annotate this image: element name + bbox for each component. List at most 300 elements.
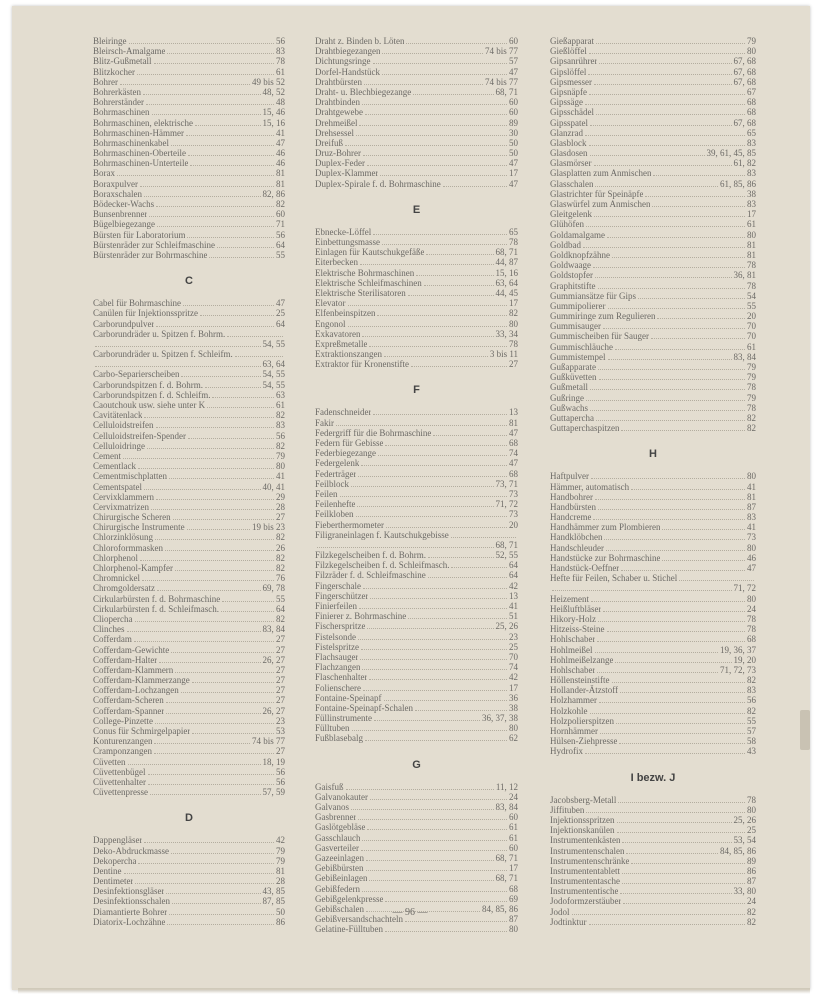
entry-pages: 68, 71: [495, 247, 518, 258]
entry-pages: 26: [276, 542, 285, 553]
entry-pages: 64: [276, 318, 285, 329]
index-entry: [93, 36, 285, 46]
entry-term: Instrumentenkästen: [550, 835, 621, 846]
entry-pages: 49 bis 52: [251, 76, 285, 87]
entry-pages: 63, 64: [495, 277, 518, 288]
entry-term: Filzkegelscheiben f. d. Schleifmasch.: [315, 560, 450, 571]
index-entry: [550, 77, 756, 87]
index-entry: [550, 917, 756, 927]
entry-pages: 61: [747, 219, 756, 230]
index-entry: [550, 825, 756, 835]
index-entry: [315, 499, 518, 509]
entry-pages: 80: [747, 46, 756, 57]
entry-term: Celluloidstreifen-Spender: [93, 430, 186, 441]
entry-term: Bödecker-Wachs: [93, 199, 155, 209]
entry-list-f: [315, 407, 518, 743]
entry-pages: 80: [276, 461, 285, 472]
index-entry: [315, 479, 518, 489]
index-entry: [93, 767, 285, 777]
dot-leader: [173, 513, 274, 520]
index-entry: [315, 703, 518, 713]
dot-leader: [167, 918, 274, 925]
entry-term: Gußwachs: [550, 402, 588, 413]
entry-pages: 55: [747, 715, 756, 726]
dot-leader: [373, 228, 507, 235]
dot-leader: [590, 383, 745, 390]
dot-leader: [362, 885, 507, 892]
index-entry: [315, 97, 518, 107]
entry-pages: 41: [747, 522, 756, 533]
entry-term: Blitz-Gußmetall: [93, 56, 152, 67]
index-entry: [315, 822, 518, 832]
entry-pages: 23: [276, 715, 285, 726]
dot-leader: [615, 343, 745, 350]
entry-pages: 83: [276, 420, 285, 431]
dot-leader: [152, 108, 261, 115]
entry-term: Filzkegelscheiben f. d. Bohrm.: [315, 550, 426, 561]
index-entry: [550, 675, 756, 685]
entry-pages: 63: [276, 389, 285, 400]
dot-leader: [408, 289, 494, 296]
index-entry: [93, 787, 285, 797]
dot-leader: [411, 360, 507, 367]
index-entry: [93, 118, 285, 128]
dot-leader: [645, 190, 745, 197]
dot-leader: [367, 823, 507, 830]
entry-term: Carborundspitzen f. d. Schleifm.: [93, 389, 211, 400]
entry-pages: 82: [276, 613, 285, 624]
entry-term: Glasplatten zum Anmischen: [550, 168, 652, 179]
entry-term: Jodol: [550, 906, 570, 917]
index-entry: [550, 805, 756, 815]
entry-term: Fingerschale: [315, 580, 361, 591]
index-entry: [550, 665, 756, 675]
entry-term: Goldstopfer: [550, 270, 593, 281]
entry-pages: 68, 71: [495, 86, 518, 97]
entry-pages: 3 bis 11: [489, 349, 518, 360]
index-entry: [315, 349, 518, 359]
entry-term: Gipsspatel: [550, 117, 588, 128]
entry-pages: 82: [509, 308, 518, 319]
entry-term: Fußblasebalg: [315, 733, 363, 744]
page-stain: [800, 710, 810, 750]
index-entry: [315, 591, 518, 601]
index-entry: [550, 563, 756, 573]
entry-term: Handklöbchen: [550, 532, 603, 543]
index-entry: [93, 645, 285, 655]
entry-pages: 36: [509, 692, 518, 703]
index-entry: [93, 876, 285, 886]
index-entry: [93, 563, 285, 573]
index-entry: [315, 812, 518, 822]
entry-term: Draht- u. Blechbiegezange: [315, 86, 412, 97]
dot-leader: [600, 727, 745, 734]
dot-leader: [149, 210, 274, 217]
index-entry: [93, 856, 285, 866]
entry-term: Gaisfuß: [315, 781, 344, 792]
index-entry: [93, 777, 285, 787]
dot-leader: [147, 442, 274, 449]
dot-leader: [612, 676, 746, 683]
entry-term: Canülen für Injektionsspritze: [93, 308, 198, 319]
index-entry: [315, 308, 518, 318]
entry-term: Exkavatoren: [315, 328, 361, 339]
entry-pages: 65: [509, 226, 518, 237]
dot-leader: [207, 401, 274, 408]
dot-leader: [385, 439, 507, 446]
dot-leader: [144, 483, 261, 490]
index-entry: [550, 413, 756, 423]
entry-term: Extraktionszangen: [315, 349, 382, 360]
entry-pages: 81: [276, 178, 285, 189]
entry-term: Hohlmeißelzange: [550, 654, 614, 665]
index-entry: [315, 268, 518, 278]
dot-leader: [95, 340, 261, 347]
dot-leader: [589, 88, 745, 95]
entry-term: Druz-Bohrer: [315, 148, 361, 159]
index-entry: [315, 278, 518, 288]
index-entry: [550, 301, 756, 311]
index-entry: [93, 369, 285, 379]
entry-term: Handhämmer zum Plombieren: [550, 522, 661, 533]
entry-term: Jacobsberg-Metall: [550, 794, 617, 805]
entry-pages: 82: [747, 906, 756, 917]
dot-leader: [340, 490, 508, 497]
entry-term: Chromnickel: [93, 573, 140, 584]
entry-pages: 25: [509, 641, 518, 652]
dot-leader: [621, 564, 745, 571]
entry-pages: 50: [509, 148, 518, 159]
section-heading-e: E: [412, 203, 421, 216]
entry-pages: 71, 72: [495, 499, 518, 510]
index-entry: [93, 451, 285, 461]
index-entry: [93, 471, 285, 481]
entry-term: Bürsten für Laboratorium: [93, 229, 186, 240]
entry-term: Instrumententasche: [550, 876, 620, 887]
index-entry: [315, 46, 518, 56]
dot-leader: [358, 633, 507, 640]
index-entry: [315, 509, 518, 519]
dot-leader: [589, 918, 745, 925]
entry-term: Flachzangen: [315, 662, 361, 673]
dot-leader: [623, 897, 745, 904]
index-entry: [550, 846, 756, 856]
entry-term: Celluloidringe: [93, 440, 145, 451]
entry-pages: 79: [276, 855, 285, 866]
entry-term: Gipsmesser: [550, 76, 592, 87]
dot-leader: [622, 877, 745, 884]
dot-leader: [583, 241, 745, 248]
entry-term: Dorfel-Handstück: [315, 66, 380, 77]
dot-leader: [192, 727, 274, 734]
index-entry: [315, 570, 518, 580]
entry-term: Dichtungsringe: [315, 56, 371, 67]
entry-term: College-Pinzette: [93, 715, 153, 726]
entry-pages: 30: [509, 127, 518, 138]
index-entry: [315, 792, 518, 802]
entry-pages: 82: [276, 440, 285, 451]
entry-pages: 28: [276, 501, 285, 512]
index-entry: [93, 410, 285, 420]
entry-term: Boraxpulver: [93, 178, 138, 189]
dot-leader: [594, 78, 732, 85]
entry-pages: 69, 78: [262, 583, 285, 594]
index-entry: [93, 431, 285, 441]
index-entry: [315, 448, 518, 458]
dot-leader: [171, 847, 274, 854]
entry-pages: 64: [509, 570, 518, 581]
entry-pages: 89: [509, 117, 518, 128]
entry-pages: 55: [276, 593, 285, 604]
entry-term: Bürstenräder zur Schleifmaschine: [93, 239, 215, 250]
dot-leader: [351, 480, 494, 487]
entry-pages: 47: [509, 66, 518, 77]
dot-leader: [374, 714, 480, 721]
entry-pages: 48, 52: [262, 86, 285, 97]
index-entry: [550, 614, 756, 624]
dot-leader: [120, 78, 250, 85]
dot-leader: [351, 803, 494, 810]
entry-term: Dentine: [93, 865, 122, 876]
entry-term: Cofferdam-Spanner: [93, 705, 165, 716]
entry-term: Gelatine-Fülltuben: [315, 924, 383, 935]
index-entry: [315, 683, 518, 693]
dot-leader: [373, 57, 508, 64]
entry-term: Elevator: [315, 298, 346, 309]
entry-pages: 82: [747, 675, 756, 686]
entry-term: Engonol: [315, 318, 346, 329]
index-entry: [315, 802, 518, 812]
entry-term: Federträger: [315, 468, 357, 479]
dot-leader: [599, 57, 731, 64]
index-entry: [315, 652, 518, 662]
dot-leader: [585, 129, 745, 136]
entry-term: Elektrische Schleifmaschinen: [315, 277, 422, 288]
dot-leader: [598, 615, 745, 622]
index-entry: [550, 189, 756, 199]
entry-pages: 79: [747, 36, 756, 46]
dot-leader: [155, 717, 274, 724]
entry-term: Gummisauger: [550, 321, 601, 332]
index-entry: [93, 148, 285, 158]
entry-pages: 55: [276, 249, 285, 260]
dot-leader: [166, 707, 260, 714]
entry-pages: 78: [747, 794, 756, 805]
index-entry: [550, 706, 756, 716]
entry-term: Bohrmaschinen-Unterteile: [93, 158, 189, 169]
entry-term: Instrumentenschränke: [550, 855, 630, 866]
dot-leader: [599, 696, 745, 703]
entry-pages: 57, 59: [262, 787, 285, 798]
entry-pages: 68: [747, 634, 756, 645]
dot-leader: [424, 279, 494, 286]
index-entry: [93, 604, 285, 614]
index-entry: [315, 469, 518, 479]
entry-term: Cervixklammern: [93, 491, 154, 502]
dot-leader: [360, 653, 507, 660]
entry-term: Fischerspritze: [315, 621, 366, 632]
dot-leader: [172, 897, 261, 904]
dot-leader: [619, 737, 745, 744]
entry-pages: 67, 68: [733, 66, 756, 77]
index-column-3: [550, 36, 756, 927]
entry-term: Glasschalen: [550, 178, 594, 189]
entry-term: Instrumententablett: [550, 865, 620, 876]
index-entry: [93, 553, 285, 563]
entry-pages: 25: [747, 825, 756, 836]
entry-pages: 27: [276, 512, 285, 523]
index-entry: [315, 138, 518, 148]
dot-leader: [413, 88, 493, 95]
entry-term: Federgriff für die Bohrmaschine: [315, 427, 432, 438]
index-entry: [93, 329, 285, 339]
entry-term: Carborundräder u. Spitzen f. Bohrm.: [93, 328, 226, 339]
index-entry: [93, 583, 285, 593]
index-entry: [315, 288, 518, 298]
index-entry: [550, 209, 756, 219]
entry-term: Bürstenräder zur Bohrmaschine: [93, 249, 208, 260]
entry-pages: 82: [276, 552, 285, 563]
dot-leader: [384, 694, 508, 701]
entry-pages: 47: [509, 427, 518, 438]
dot-leader: [406, 37, 507, 44]
dot-leader: [362, 663, 507, 670]
entry-term: Carborundspitzen f. d. Bohrm.: [93, 379, 203, 390]
entry-term: Handschleuder: [550, 542, 604, 553]
index-entry: [550, 311, 756, 321]
entry-pages: 18, 19: [262, 756, 285, 767]
entry-term: Bohrmaschinen-Hämmer: [93, 127, 184, 138]
dot-leader: [586, 806, 745, 813]
entry-pages: 87: [747, 876, 756, 887]
entry-term: Gummipolierer: [550, 300, 606, 311]
entry-pages: 83: [747, 512, 756, 523]
dot-leader: [604, 533, 745, 540]
dot-leader: [433, 429, 507, 436]
dot-leader: [380, 169, 507, 176]
index-entry: [93, 349, 285, 359]
entry-pages: 67, 68: [733, 56, 756, 67]
entry-term: Bleirsch-Amalgame: [93, 46, 166, 57]
entry-term: Holzpolierspitzen: [550, 715, 614, 726]
dot-leader: [591, 472, 745, 479]
dot-leader: [156, 493, 274, 500]
index-entry: [93, 420, 285, 430]
entry-pages: 78: [509, 237, 518, 247]
index-entry: [93, 97, 285, 107]
index-entry: [93, 685, 285, 695]
entry-pages: 76: [276, 573, 285, 584]
index-entry: [550, 716, 756, 726]
entry-term: Cüvetten: [93, 756, 126, 767]
index-entry: [315, 884, 518, 894]
dot-leader: [382, 238, 507, 245]
dot-leader: [608, 302, 746, 309]
entry-term: Haftpulver: [550, 471, 589, 482]
dot-leader: [209, 251, 274, 258]
entry-pages: 50: [276, 906, 285, 917]
entry-pages: 24: [747, 896, 756, 907]
entry-list-d: [93, 835, 285, 927]
entry-term: Cüvettenbügel: [93, 766, 146, 777]
entry-term: Gipsnäpfe: [550, 86, 587, 97]
entry-term: Cofferdam-Gewichte: [93, 644, 170, 655]
entry-pages: 73, 71: [495, 478, 518, 489]
entry-pages: 83, 84: [262, 624, 285, 635]
entry-pages: 78: [747, 280, 756, 291]
index-entry: [93, 441, 285, 451]
entry-pages: 71: [276, 219, 285, 230]
entry-pages: 27: [276, 644, 285, 655]
index-entry: [315, 782, 518, 792]
index-entry: [315, 833, 518, 843]
index-entry: [93, 390, 285, 400]
index-entry: [93, 230, 285, 240]
entry-term: Federgelenk: [315, 458, 360, 469]
index-entry: [550, 471, 756, 481]
index-entry: [93, 138, 285, 148]
entry-term: Gebißbürsten: [315, 863, 364, 874]
index-entry: [93, 107, 285, 117]
entry-term: Handbürsten: [550, 501, 596, 512]
dot-leader: [154, 737, 250, 744]
dot-leader: [127, 625, 261, 632]
entry-list-h: [550, 471, 756, 756]
entry-term: Goldknopfzähne: [550, 249, 610, 260]
entry-pages: 17: [509, 298, 518, 309]
entry-term: Fakir: [315, 417, 334, 428]
index-entry: [315, 843, 518, 853]
index-entry: [315, 247, 518, 257]
entry-pages: 82: [276, 199, 285, 209]
entry-term: Dentimeter: [93, 876, 134, 887]
dot-leader: [370, 793, 507, 800]
index-column-2: [315, 36, 518, 934]
index-entry: [93, 846, 285, 856]
dot-leader: [348, 299, 508, 306]
entry-term: Cementmischplatten: [93, 471, 167, 482]
index-entry: [550, 896, 756, 906]
index-entry: [550, 856, 756, 866]
entry-pages: 23: [509, 631, 518, 642]
index-entry: [93, 624, 285, 634]
entry-term: Flachsauger: [315, 651, 359, 662]
entry-term: Instrumentenschalen: [550, 845, 625, 856]
entry-pages: 79: [276, 450, 285, 461]
dot-leader: [171, 139, 274, 146]
entry-term: Ebnecke-Löffel: [315, 226, 372, 237]
index-entry: [93, 502, 285, 512]
index-entry: [93, 665, 285, 675]
entry-term: Bunsenbrenner: [93, 209, 148, 220]
index-entry: [315, 418, 518, 428]
entry-term: Holzhammer: [550, 695, 597, 706]
entry-pages: 87, 85: [262, 896, 285, 907]
entry-pages: 70: [747, 321, 756, 332]
entry-term: Duplex-Klammer: [315, 168, 379, 179]
entry-pages: 52, 55: [495, 550, 518, 561]
dot-leader: [142, 574, 274, 581]
entry-term: Cliopercha: [93, 613, 133, 624]
entry-term: Duplex-Spirale f. d. Bohrmaschine: [315, 178, 441, 189]
entry-term: Clinches: [93, 624, 125, 635]
entry-term: Drahtgewebe: [315, 107, 363, 118]
entry-pages: 83, 84: [733, 351, 756, 362]
dot-leader: [358, 470, 507, 477]
entry-pages: 53: [276, 726, 285, 736]
entry-pages: 83: [747, 168, 756, 179]
dot-leader: [662, 523, 745, 530]
